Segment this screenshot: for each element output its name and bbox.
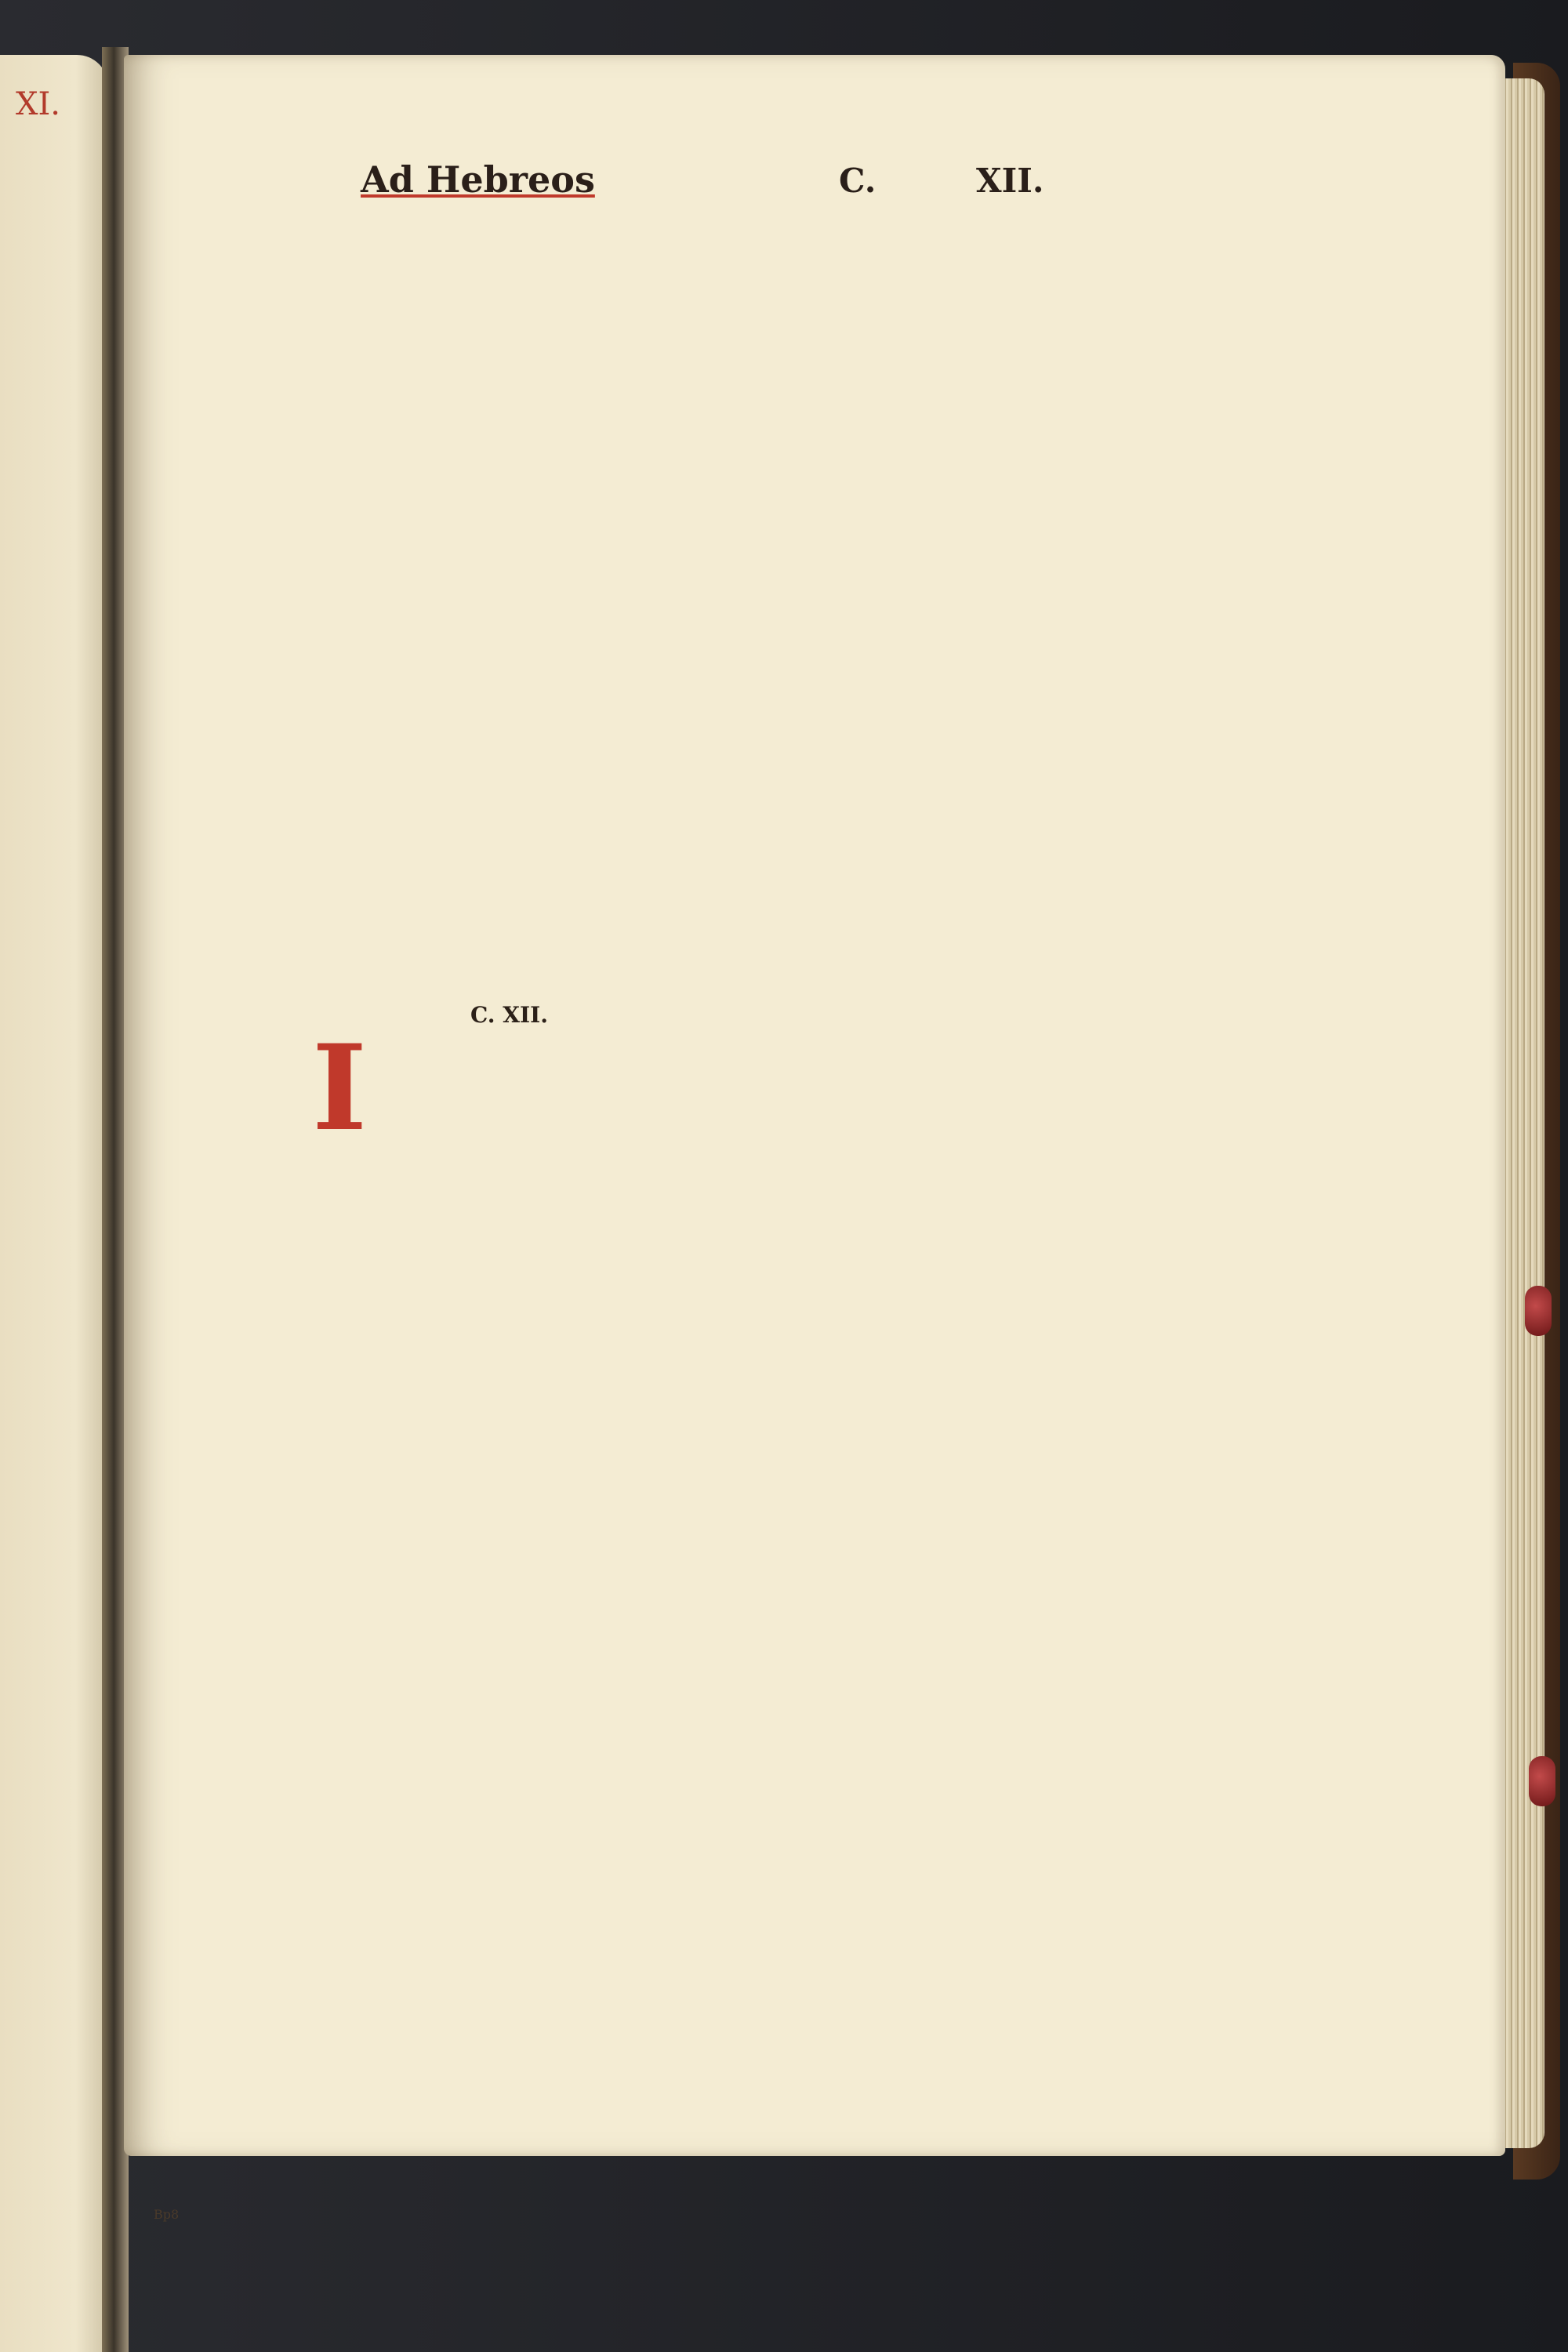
chapter-label: C.	[839, 162, 877, 200]
verso-folio: XI.	[16, 86, 60, 122]
seal-mark	[1529, 1756, 1555, 1806]
chapter-heading: C. XII.	[470, 1002, 548, 1028]
signature-mark: Bp8	[154, 2207, 180, 2222]
chapter-number: XII.	[976, 162, 1044, 200]
seal-mark	[1525, 1286, 1552, 1336]
running-title: Ad Hebreos	[361, 158, 595, 201]
verso-page	[0, 55, 108, 2352]
decorated-initial: I	[312, 1019, 368, 1157]
running-head	[0, 157, 1568, 220]
